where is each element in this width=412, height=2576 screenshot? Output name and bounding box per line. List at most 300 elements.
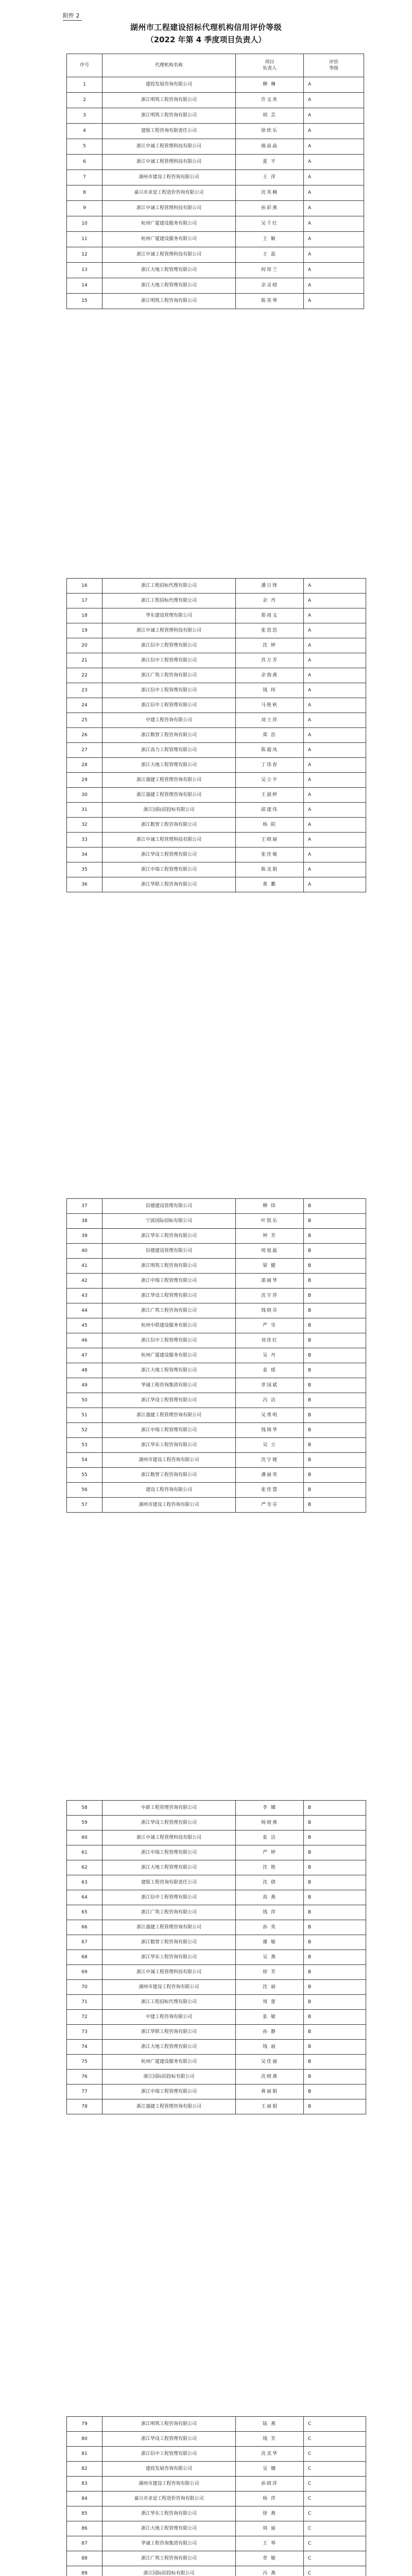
- row-index: 37: [67, 1199, 102, 1214]
- agency-name: 浙江中诚工程管理科技有限公司: [102, 155, 236, 170]
- agency-name: 中新工程管理咨询有限公司: [102, 1801, 236, 1816]
- project-lead: 余灵晓: [236, 278, 304, 294]
- credit-grade: B: [304, 1318, 366, 1333]
- project-lead: 钱锦华: [236, 1423, 304, 1438]
- table-row: [67, 2040, 366, 2055]
- row-index: 3: [67, 108, 102, 124]
- row-index: 51: [67, 1408, 102, 1423]
- table-row: [67, 108, 364, 124]
- agency-name: 建设工程咨询有限公司: [102, 1483, 236, 1498]
- credit-grade: A: [304, 278, 364, 294]
- agency-name: 浙江广筑工程咨询有限公司: [102, 1303, 236, 1318]
- agency-name: 浙江盛捷工程管理咨询有限公司: [102, 788, 236, 803]
- credit-grade: C: [304, 2477, 366, 2492]
- agency-name: 浙江华设工程管理有限公司: [102, 1289, 236, 1303]
- agency-name: 嘉兴市求是工程造价咨询有限公司: [102, 185, 236, 201]
- project-lead: 沈美华: [236, 2447, 304, 2462]
- agency-name: 浙江华联工程咨询有限公司: [102, 877, 236, 892]
- document-title: 湖州市工程建设招标代理机构信用评价等级: [130, 23, 282, 32]
- agency-name: 浙江明筑工程咨询有限公司: [102, 93, 236, 108]
- header-person-label: 项目 负责人: [262, 60, 277, 71]
- credit-grade: B: [304, 1498, 366, 1513]
- agency-name: 浙江高力工程管理有限公司: [102, 743, 236, 758]
- row-index: 69: [67, 1965, 102, 1980]
- credit-grade: A: [304, 201, 364, 216]
- project-lead: 叶凯乐: [236, 1214, 304, 1229]
- table-row: [67, 1875, 366, 1890]
- project-lead: 王 琴: [236, 2536, 304, 2551]
- agency-name: 浙江数智工程咨询有限公司: [102, 728, 236, 743]
- table-row: [67, 2025, 366, 2040]
- credit-grade: C: [304, 2536, 366, 2551]
- row-index: 86: [67, 2521, 102, 2536]
- agency-name: 湖州市建设工程咨询有限公司: [102, 170, 236, 185]
- row-index: 56: [67, 1483, 102, 1498]
- agency-name: 杭州广厦建设服务有限公司: [102, 216, 236, 232]
- project-lead: 吴 燕: [236, 1950, 304, 1965]
- credit-grade: A: [304, 608, 366, 623]
- credit-grade: A: [304, 139, 364, 155]
- credit-grade: C: [304, 2551, 366, 2566]
- agency-name: 浙江中诚工程管理科技有限公司: [102, 833, 236, 848]
- agency-name: 浙江盛捷工程管理咨询有限公司: [102, 1920, 236, 1935]
- table-row: [67, 1393, 366, 1408]
- row-index: 38: [67, 1214, 102, 1229]
- agency-name: 浙江华东工程咨询有限公司: [102, 1950, 236, 1965]
- table-row: [67, 773, 366, 788]
- project-lead: 王淑婷: [236, 788, 304, 803]
- project-lead: 钱 萍: [236, 1905, 304, 1920]
- row-index: 42: [67, 1274, 102, 1289]
- agency-name: 浙江华东工程咨询有限公司: [102, 2506, 236, 2521]
- project-lead: 李 娜: [236, 1801, 304, 1816]
- project-lead: 沈宇萍: [236, 1289, 304, 1303]
- credit-grade: A: [304, 653, 366, 668]
- agency-name: 浙江中瑞工程管理有限公司: [102, 2084, 236, 2099]
- row-index: 27: [67, 743, 102, 758]
- header-grade-label: 评价 等级: [329, 60, 338, 71]
- agency-name: 浙江中诚工程管理科技有限公司: [102, 139, 236, 155]
- row-index: 14: [67, 278, 102, 294]
- project-lead: 周 丽: [236, 2521, 304, 2536]
- row-index: 34: [67, 848, 102, 862]
- table-row: [67, 2447, 366, 2462]
- row-index: 84: [67, 2492, 102, 2506]
- agency-name: 信德建设管理有限公司: [102, 1244, 236, 1259]
- table-row: [67, 1214, 366, 1229]
- table-row: [67, 263, 364, 278]
- credit-grade: A: [304, 698, 366, 713]
- agency-name: 浙江大地工程管理有限公司: [102, 1860, 236, 1875]
- table-row: [67, 1378, 366, 1393]
- table-row: [67, 803, 366, 818]
- row-index: 45: [67, 1318, 102, 1333]
- row-index: 25: [67, 713, 102, 728]
- agency-name: 杭州广厦建设服务有限公司: [102, 232, 236, 247]
- row-index: 36: [67, 877, 102, 892]
- row-index: 28: [67, 758, 102, 773]
- agency-name: 浙江华东工程咨询有限公司: [102, 1229, 236, 1244]
- credit-grade: B: [304, 1214, 366, 1229]
- row-index: 60: [67, 1831, 102, 1845]
- credit-grade: A: [304, 93, 364, 108]
- agency-name: 浙江数智工程咨询有限公司: [102, 1935, 236, 1950]
- project-lead: 钱 芳: [236, 2432, 304, 2447]
- row-index: 82: [67, 2462, 102, 2477]
- agency-name: 浙江大地工程管理有限公司: [102, 1363, 236, 1378]
- agency-name: 浙江中诚工程管理科技有限公司: [102, 247, 236, 263]
- row-index: 65: [67, 1905, 102, 1920]
- table-row: [67, 1423, 366, 1438]
- project-lead: 刘佳红: [236, 1333, 304, 1348]
- credit-grade: B: [304, 1259, 366, 1274]
- table-row: [67, 1348, 366, 1363]
- table-row: [67, 139, 364, 155]
- table-row: [67, 1816, 366, 1831]
- project-lead: 严 婷: [236, 1845, 304, 1860]
- credit-grade: B: [304, 1816, 366, 1831]
- agency-name: 浙江数智工程咨询有限公司: [102, 1468, 236, 1483]
- header-index: 序号: [67, 54, 102, 77]
- credit-grade: A: [304, 818, 366, 833]
- row-index: 58: [67, 1801, 102, 1816]
- row-index: 57: [67, 1498, 102, 1513]
- credit-grade: B: [304, 1199, 366, 1214]
- project-lead: 陈美娟: [236, 862, 304, 877]
- agency-name: 浙江中瑞工程管理有限公司: [102, 1274, 236, 1289]
- agency-name: 浙江工程招标代理有限公司: [102, 1995, 236, 2010]
- row-index: 1: [67, 77, 102, 93]
- agency-name: 建银工程咨询有限责任公司: [102, 124, 236, 139]
- credit-grade: A: [304, 848, 366, 862]
- credit-grade: C: [304, 2492, 366, 2506]
- project-lead: 姜 瑶: [236, 1363, 304, 1378]
- rating-table: [66, 54, 364, 309]
- row-index: 53: [67, 1438, 102, 1453]
- project-lead: 邱建伟: [236, 803, 304, 818]
- agency-name: 浙江盛捷工程管理咨询有限公司: [102, 773, 236, 788]
- table-row: [67, 2551, 366, 2566]
- credit-grade: B: [304, 1378, 366, 1393]
- agency-name: 嘉兴市求是工程造价咨询有限公司: [102, 2492, 236, 2506]
- agency-name: 浙江中诚工程管理科技有限公司: [102, 623, 236, 638]
- credit-grade: B: [304, 1831, 366, 1845]
- agency-name: 浙江数智工程咨询有限公司: [102, 818, 236, 833]
- project-lead: 陈超凤: [236, 743, 304, 758]
- table-row: [67, 247, 364, 263]
- project-lead: 沈 丽: [236, 1980, 304, 1995]
- row-index: 81: [67, 2447, 102, 2462]
- agency-name: 浙江信中工程管理有限公司: [102, 683, 236, 698]
- project-lead: 章 敏: [236, 2551, 304, 2566]
- row-index: 41: [67, 1259, 102, 1274]
- credit-grade: B: [304, 2099, 366, 2114]
- row-index: 62: [67, 1860, 102, 1875]
- credit-grade: A: [304, 862, 366, 877]
- credit-grade: B: [304, 1423, 366, 1438]
- row-index: 23: [67, 683, 102, 698]
- agency-name: 浙江明筑工程咨询有限公司: [102, 294, 236, 309]
- row-index: 29: [67, 773, 102, 788]
- row-index: 21: [67, 653, 102, 668]
- project-lead: 孙 英: [236, 1920, 304, 1935]
- table-row: [67, 2417, 366, 2432]
- agency-name: 浙江信中工程管理有限公司: [102, 698, 236, 713]
- agency-name: 浙江大地工程管理有限公司: [102, 758, 236, 773]
- table-row: [67, 2492, 366, 2506]
- project-lead: 张 敏: [236, 2010, 304, 2025]
- table-row: [67, 623, 366, 638]
- table-row: [67, 1318, 366, 1333]
- table-row: [67, 1468, 366, 1483]
- credit-grade: A: [304, 728, 366, 743]
- credit-grade: B: [304, 2040, 366, 2055]
- project-lead: 张佳慧: [236, 1483, 304, 1498]
- row-index: 20: [67, 638, 102, 653]
- agency-name: 浙江中瑞工程管理有限公司: [102, 862, 236, 877]
- page-4: [0, 1788, 412, 2354]
- row-index: 18: [67, 608, 102, 623]
- project-lead: 吴 立: [236, 1438, 304, 1453]
- credit-grade: B: [304, 1393, 366, 1408]
- project-lead: 钟 芳: [236, 1229, 304, 1244]
- row-index: 76: [67, 2070, 102, 2084]
- project-lead: 柳 炜: [236, 1199, 304, 1214]
- table-row: [67, 848, 366, 862]
- table-row: [67, 2070, 366, 2084]
- table-row: [67, 1408, 366, 1423]
- project-lead: 周旭磊: [236, 1244, 304, 1259]
- table-row: [67, 818, 366, 833]
- row-index: 31: [67, 803, 102, 818]
- table-row: [67, 2506, 366, 2521]
- credit-grade: A: [304, 216, 364, 232]
- agency-name: 浙江广筑工程咨询有限公司: [102, 1905, 236, 1920]
- credit-grade: B: [304, 1905, 366, 1920]
- table-row: [67, 1483, 366, 1498]
- row-index: 13: [67, 263, 102, 278]
- row-index: 12: [67, 247, 102, 263]
- page-5: [0, 2406, 412, 2576]
- row-index: 46: [67, 1333, 102, 1348]
- table-row: [67, 170, 364, 185]
- project-lead: 吴 丹: [236, 1348, 304, 1363]
- project-lead: 苏万芳: [236, 653, 304, 668]
- table-row: [67, 2477, 366, 2492]
- table-row: [67, 201, 364, 216]
- table-row: [67, 594, 366, 608]
- row-index: 22: [67, 668, 102, 683]
- credit-grade: A: [304, 247, 364, 263]
- table-row: [67, 653, 366, 668]
- row-index: 54: [67, 1453, 102, 1468]
- table-row: [67, 1274, 366, 1289]
- table-row: [67, 1935, 366, 1950]
- agency-name: 浙江信中工程管理有限公司: [102, 2447, 236, 2462]
- credit-grade: B: [304, 1244, 366, 1259]
- project-lead: 沈 艳: [236, 1860, 304, 1875]
- row-index: 83: [67, 2477, 102, 2492]
- row-index: 26: [67, 728, 102, 743]
- credit-grade: B: [304, 1995, 366, 2010]
- credit-grade: B: [304, 1801, 366, 1816]
- credit-grade: B: [304, 2070, 366, 2084]
- agency-name: 浙江中诚工程管理科技有限公司: [102, 1831, 236, 1845]
- table-row: [67, 713, 366, 728]
- table-row: [67, 579, 366, 594]
- table-row: [67, 1831, 366, 1845]
- agency-name: 湖州市建设工程咨询有限公司: [102, 1453, 236, 1468]
- row-index: 89: [67, 2566, 102, 2576]
- table-row: [67, 608, 366, 623]
- credit-grade: C: [304, 2432, 366, 2447]
- row-index: 68: [67, 1950, 102, 1965]
- agency-name: 浙江华设工程管理有限公司: [102, 1393, 236, 1408]
- credit-grade: A: [304, 579, 366, 594]
- credit-grade: C: [304, 2417, 366, 2432]
- agency-name: 浙江盛捷工程管理咨询有限公司: [102, 1408, 236, 1423]
- credit-grade: B: [304, 1363, 366, 1378]
- project-lead: 蒋丽娟: [236, 2084, 304, 2099]
- agency-name: 浙江工程招标代理有限公司: [102, 594, 236, 608]
- agency-name: 浙江信中工程管理有限公司: [102, 1890, 236, 1905]
- project-lead: 王 颖: [236, 232, 304, 247]
- agency-name: 中建工程咨询有限公司: [102, 713, 236, 728]
- project-lead: 钱 丽: [236, 2040, 304, 2055]
- credit-grade: A: [304, 877, 366, 892]
- row-index: 72: [67, 2010, 102, 2025]
- project-lead: 高 燕: [236, 1890, 304, 1905]
- credit-grade: A: [304, 743, 366, 758]
- row-index: 50: [67, 1393, 102, 1408]
- agency-name: 浙江信中工程管理有限公司: [102, 1333, 236, 1348]
- table-row: [67, 2084, 366, 2099]
- row-index: 64: [67, 1890, 102, 1905]
- credit-grade: A: [304, 773, 366, 788]
- table-row: [67, 758, 366, 773]
- row-index: 7: [67, 170, 102, 185]
- agency-name: 中建工程咨询有限公司: [102, 2010, 236, 2025]
- project-lead: 沈晓燕: [236, 2070, 304, 2084]
- credit-grade: B: [304, 1483, 366, 1498]
- agency-name: 浙江华设工程管理有限公司: [102, 1816, 236, 1831]
- table-row: [67, 2566, 366, 2576]
- table-row: [67, 2536, 366, 2551]
- project-lead: 吴立平: [236, 773, 304, 788]
- credit-grade: C: [304, 2566, 366, 2576]
- project-lead: 孙彩燕: [236, 201, 304, 216]
- row-index: 75: [67, 2055, 102, 2070]
- table-row: [67, 1229, 366, 1244]
- project-lead: 邵丽华: [236, 1274, 304, 1289]
- project-lead: 潘日锋: [236, 579, 304, 594]
- credit-grade: A: [304, 77, 364, 93]
- agency-name: 华诚工程咨询集团有限公司: [102, 1378, 236, 1393]
- row-index: 66: [67, 1920, 102, 1935]
- credit-grade: A: [304, 623, 366, 638]
- table-row: [67, 1860, 366, 1875]
- table-row: [67, 155, 364, 170]
- credit-grade: A: [304, 108, 364, 124]
- table-row: [67, 698, 366, 713]
- project-lead: 沈 婷: [236, 638, 304, 653]
- credit-grade: A: [304, 155, 364, 170]
- agency-name: 浙江工程招标代理有限公司: [102, 579, 236, 594]
- agency-name: 建投发展咨询有限公司: [102, 77, 236, 93]
- row-index: 11: [67, 232, 102, 247]
- agency-name: 信德建设管理有限公司: [102, 1199, 236, 1214]
- table-row: [67, 1438, 366, 1453]
- agency-name: 浙江中瑞工程管理有限公司: [102, 1845, 236, 1860]
- project-lead: 张 洁: [236, 1831, 304, 1845]
- credit-grade: B: [304, 1274, 366, 1289]
- credit-grade: A: [304, 170, 364, 185]
- rating-table: [66, 1800, 366, 2114]
- table-row: [67, 77, 364, 93]
- credit-grade: B: [304, 1920, 366, 1935]
- row-index: 67: [67, 1935, 102, 1950]
- agency-name: 浙江盛捷工程管理咨询有限公司: [102, 2099, 236, 2114]
- credit-grade: B: [304, 2055, 366, 2070]
- table-row: [67, 2010, 366, 2025]
- table-row: [67, 1453, 366, 1468]
- credit-grade: B: [304, 1875, 366, 1890]
- document-subtitle: （2022 年第 4 季度项目负责人）: [146, 35, 266, 44]
- agency-name: 浙江信中工程管理有限公司: [102, 653, 236, 668]
- header-grade: [304, 54, 364, 77]
- agency-name: 浙江中瑞工程管理有限公司: [102, 1423, 236, 1438]
- project-lead: 严 雪: [236, 1318, 304, 1333]
- agency-name: 华东建设管理有限公司: [102, 608, 236, 623]
- row-index: 73: [67, 2025, 102, 2040]
- project-lead: 严雪芬: [236, 1498, 304, 1513]
- page-1: [0, 0, 412, 567]
- row-index: 85: [67, 2506, 102, 2521]
- agency-name: 浙江大地工程管理有限公司: [102, 2040, 236, 2055]
- project-lead: 黄 鹏: [236, 877, 304, 892]
- agency-name: 浙江广筑工程咨询有限公司: [102, 668, 236, 683]
- table-row: [67, 2432, 366, 2447]
- agency-name: 浙江中诚工程管理科技有限公司: [102, 1965, 236, 1980]
- table-row: [67, 1950, 366, 1965]
- project-lead: 陈英琴: [236, 294, 304, 309]
- row-index: 74: [67, 2040, 102, 2055]
- row-index: 59: [67, 1816, 102, 1831]
- row-index: 40: [67, 1244, 102, 1259]
- table-row: [67, 668, 366, 683]
- credit-grade: C: [304, 2506, 366, 2521]
- project-lead: 梁 健: [236, 1259, 304, 1274]
- project-lead: 夏 平: [236, 155, 304, 170]
- credit-grade: B: [304, 1980, 366, 1995]
- agency-name: 浙江明筑工程咨询有限公司: [102, 2417, 236, 2432]
- project-lead: 张思思: [236, 623, 304, 638]
- row-index: 30: [67, 788, 102, 803]
- project-lead: 吴 娜: [236, 2462, 304, 2477]
- agency-name: 建投发展咨询有限公司: [102, 2462, 236, 2477]
- project-lead: 王 蕊: [236, 247, 304, 263]
- project-lead: 杨 阳: [236, 818, 304, 833]
- project-lead: 张佳敏: [236, 848, 304, 862]
- project-lead: 孙晓萍: [236, 2477, 304, 2492]
- table-row: [67, 862, 366, 877]
- row-index: 44: [67, 1303, 102, 1318]
- agency-name: 杭州广厦建设服务有限公司: [102, 1348, 236, 1363]
- credit-grade: A: [304, 232, 364, 247]
- project-lead: 吴千红: [236, 216, 304, 232]
- project-lead: 胡 芸: [236, 108, 304, 124]
- project-lead: 丁伟春: [236, 758, 304, 773]
